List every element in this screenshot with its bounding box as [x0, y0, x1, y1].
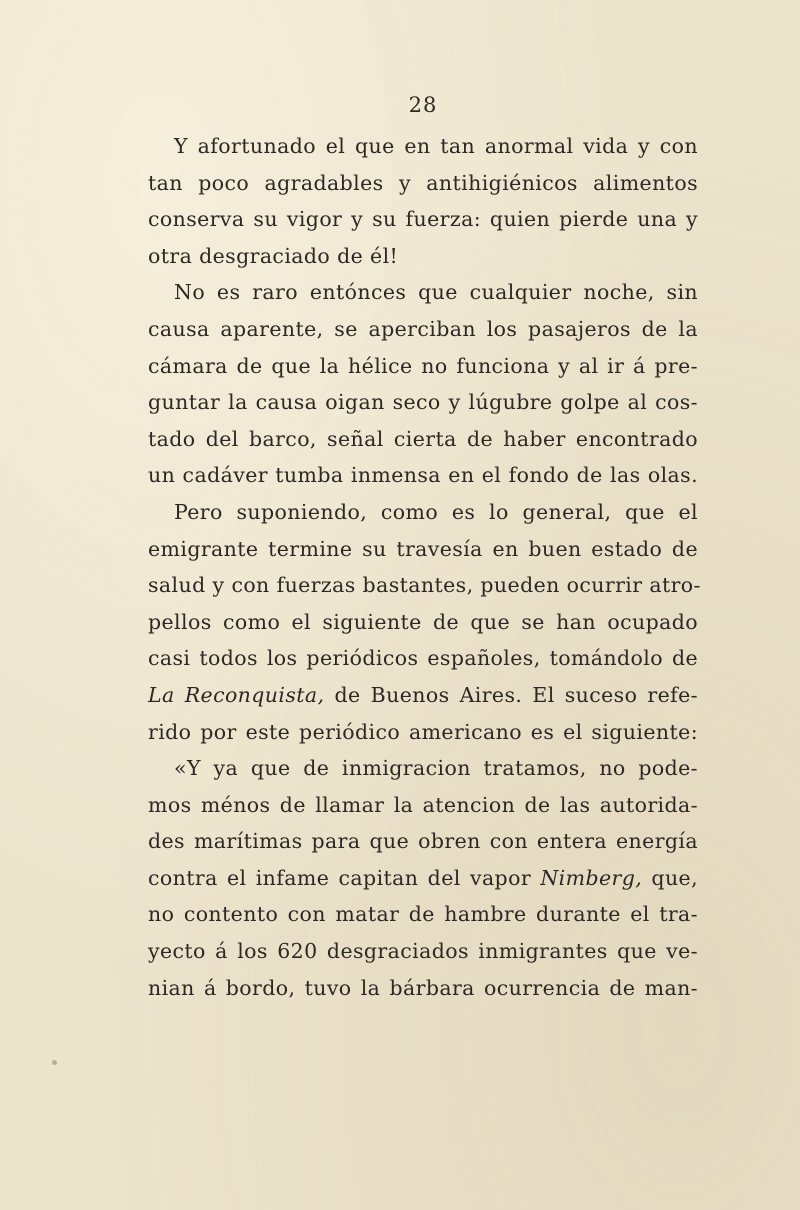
- text-line: otra desgraciado de él!: [148, 243, 399, 268]
- text-line: tado del barco, señal cierta de haber encontrado: [148, 426, 698, 451]
- text-line: Pero suponiendo, como es lo general, que el: [174, 499, 698, 524]
- text-line: No es raro entónces que cualquier noche, sin: [174, 280, 698, 305]
- text-line: des marítimas para que obren con entera energía: [148, 829, 698, 854]
- text-line: salud y con fuerzas bastantes, pueden ocurrir atro-: [148, 573, 701, 598]
- text-line: cámara de que la hélice no funciona y al ir á pre-: [148, 353, 698, 378]
- text-line: conserva su vigor y su fuerza: quien pierde una y: [148, 207, 698, 232]
- text-line: guntar la causa oigan seco y lúgubre golpe al cos-: [148, 390, 698, 415]
- paper-speck: [52, 1060, 57, 1065]
- text-line: casi todos los periódicos españoles, tomándolo de: [148, 646, 698, 671]
- body-text: [148, 128, 701, 1006]
- text-line: no contento con matar de hambre durante el tra-: [148, 902, 698, 927]
- text-line: yecto á los 620 desgraciados inmigrantes que ve-: [148, 939, 698, 964]
- text-line: contra el infame capitan del vapor Nimberg, que,: [148, 865, 698, 890]
- ship-name: Nimberg,: [540, 865, 643, 890]
- text-line: emigrante termine su travesía en buen estado de: [148, 536, 698, 561]
- text-line: Y afortunado el que en tan anormal vida y con: [174, 134, 698, 158]
- text-line: La Reconquista, de Buenos Aires. El suceso refe-: [148, 682, 698, 707]
- text-line: pellos como el siguiente de que se han ocupado: [148, 609, 698, 634]
- text-line: causa aparente, se aperciban los pasajeros de la: [148, 316, 698, 341]
- newspaper-title: La Reconquista,: [148, 682, 325, 707]
- text-line: mos ménos de llamar la atencion de las autorida-: [148, 792, 698, 817]
- text-line: nian á bordo, tuvo la bárbara ocurrencia de man-: [148, 975, 698, 1000]
- page-number: 28: [408, 93, 438, 117]
- text-line: rido por este periódico americano es el siguiente:: [148, 719, 698, 744]
- text-line: tan poco agradables y antihigiénicos alimentos: [148, 170, 698, 195]
- text-line: un cadáver tumba inmensa en el fondo de las olas.: [148, 463, 698, 488]
- text-line: «Y ya que de inmigracion tratamos, no pode-: [174, 756, 698, 781]
